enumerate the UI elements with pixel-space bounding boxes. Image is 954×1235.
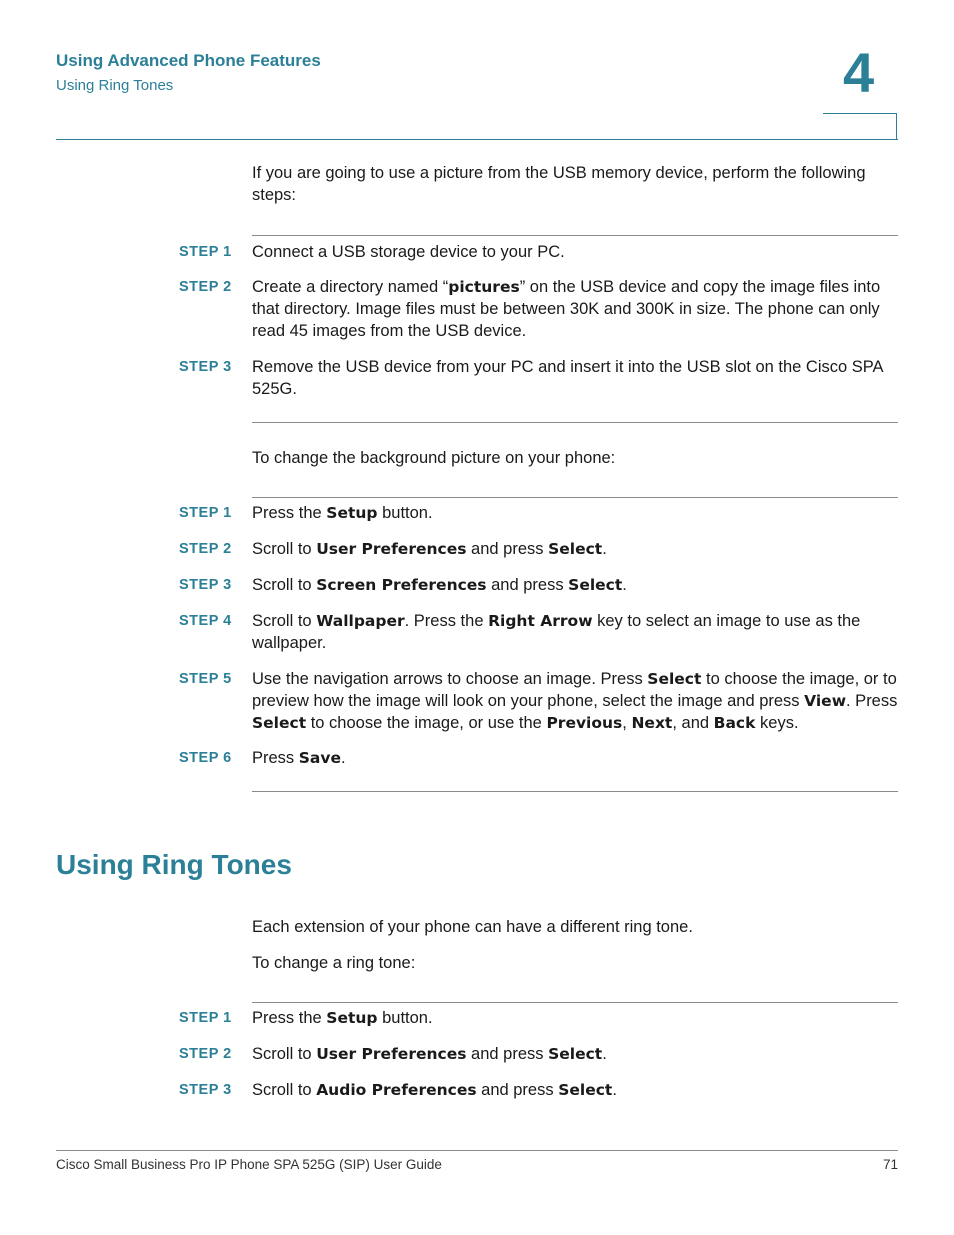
step-label: STEP 1: [179, 505, 232, 521]
step-text-segment: ” on the USB device and copy the image files into that directory. Image files must be between 30K and 300K in size. The phone can only read 45 images from the USB device.: [252, 278, 881, 340]
step-label: STEP 2: [179, 279, 232, 295]
step-label: STEP 3: [179, 359, 232, 375]
step-text-segment: . Press the: [404, 612, 489, 630]
ui-keyword: Right Arrow: [488, 612, 593, 630]
step-text-segment: Scroll to: [252, 1045, 317, 1063]
step-text: [252, 1043, 898, 1065]
step-text-segment: .: [622, 576, 627, 594]
step-label: STEP 2: [179, 541, 232, 557]
step-text-segment: and press: [476, 1081, 559, 1099]
header-divider: [56, 139, 898, 140]
step-text-segment: Create a directory named “: [252, 278, 449, 296]
section-subtitle: Using Ring Tones: [56, 77, 174, 94]
step-label: STEP 2: [179, 1046, 232, 1062]
ui-keyword: pictures: [448, 278, 520, 296]
step-text-segment: to choose the image, or to preview how the image will look on your phone, select the image and press: [252, 670, 897, 710]
step-table-top-rule: [252, 1002, 898, 1003]
ui-keyword: Back: [713, 714, 756, 732]
step-text-segment: button.: [377, 504, 433, 522]
ui-keyword: User Preferences: [316, 1045, 467, 1063]
step-text-segment: Scroll to: [252, 1081, 317, 1099]
step-text-segment: and press: [466, 1045, 549, 1063]
step-text-segment: Press the: [252, 1009, 327, 1027]
ui-keyword: Select: [548, 540, 603, 558]
section-heading: Using Ring Tones: [56, 849, 292, 880]
ui-keyword: Select: [548, 1045, 603, 1063]
step-text-segment: keys.: [755, 714, 799, 732]
ring-intro-paragraph: Each extension of your phone can have a different ring tone.: [252, 918, 693, 936]
step-text-segment: Scroll to: [252, 576, 317, 594]
chapter-title: Using Advanced Phone Features: [56, 51, 321, 70]
ring-instruction-paragraph: To change a ring tone:: [252, 954, 416, 972]
ui-keyword: Select: [568, 576, 623, 594]
step-text-segment: to choose the image, or use the: [306, 714, 547, 732]
step-text-segment: ,: [622, 714, 632, 732]
step-text-segment: Scroll to: [252, 540, 317, 558]
step-text-segment: Remove the USB device from your PC and insert it into the USB slot on the Cisco SPA 525G.: [252, 358, 883, 398]
background-intro-paragraph: To change the background picture on your phone:: [252, 449, 616, 467]
step-table-top-rule: [252, 497, 898, 498]
ui-keyword: Setup: [326, 504, 378, 522]
step-text-segment: .: [602, 1045, 607, 1063]
step-table-bottom-rule: [252, 791, 898, 792]
ui-keyword: Save: [298, 749, 342, 767]
ui-keyword: Select: [558, 1081, 613, 1099]
step-text-segment: .: [612, 1081, 617, 1099]
step-text: [252, 610, 898, 654]
step-text-segment: .: [602, 540, 607, 558]
ui-keyword: Wallpaper: [316, 612, 405, 630]
ui-keyword: View: [804, 692, 847, 710]
step-table-bottom-rule: [252, 422, 898, 423]
step-text: [252, 1007, 898, 1029]
footer-divider: [56, 1150, 898, 1151]
step-text-segment: .: [341, 749, 346, 767]
step-label: STEP 1: [179, 1010, 232, 1026]
step-text: [252, 1079, 898, 1101]
footer-guide-title: Cisco Small Business Pro IP Phone SPA 525G (SIP) User Guide: [56, 1157, 442, 1172]
step-text-segment: and press: [486, 576, 569, 594]
step-label: STEP 4: [179, 613, 232, 629]
step-label: STEP 3: [179, 577, 232, 593]
step-text-segment: Scroll to: [252, 612, 317, 630]
ui-keyword: Select: [252, 714, 307, 732]
step-text-segment: key to select an image to use as the wallpaper.: [252, 612, 861, 652]
step-text-segment: button.: [377, 1009, 433, 1027]
ui-keyword: Setup: [326, 1009, 378, 1027]
chapter-number: 4: [843, 41, 875, 104]
step-label: STEP 5: [179, 671, 232, 687]
step-text-segment: Press the: [252, 504, 327, 522]
step-text: [252, 502, 898, 524]
step-text: [252, 356, 898, 400]
step-label: STEP 6: [179, 750, 232, 766]
step-text: [252, 747, 898, 769]
ui-keyword: Audio Preferences: [316, 1081, 477, 1099]
step-text-segment: Use the navigation arrows to choose an image. Press: [252, 670, 648, 688]
ui-keyword: Next: [631, 714, 673, 732]
step-text-segment: . Press: [846, 692, 898, 710]
usb-intro-paragraph: If you are going to use a picture from the USB memory device, perform the following steps:: [252, 164, 866, 204]
step-text-segment: Connect a USB storage device to your PC.: [252, 243, 565, 261]
step-table-top-rule: [252, 235, 898, 236]
step-text-segment: Press: [252, 749, 299, 767]
step-label: STEP 3: [179, 1082, 232, 1098]
step-text: [252, 668, 898, 734]
ui-keyword: User Preferences: [316, 540, 467, 558]
chapter-number-frame: [823, 113, 897, 139]
step-text: [252, 276, 898, 342]
step-label: STEP 1: [179, 244, 232, 260]
ui-keyword: Previous: [546, 714, 623, 732]
page-number: 71: [882, 1157, 898, 1172]
ui-keyword: Select: [647, 670, 702, 688]
step-text: [252, 574, 898, 596]
step-text-segment: and press: [466, 540, 549, 558]
ui-keyword: Screen Preferences: [316, 576, 487, 594]
step-text-segment: , and: [672, 714, 714, 732]
step-text: [252, 241, 898, 263]
step-text: [252, 538, 898, 560]
